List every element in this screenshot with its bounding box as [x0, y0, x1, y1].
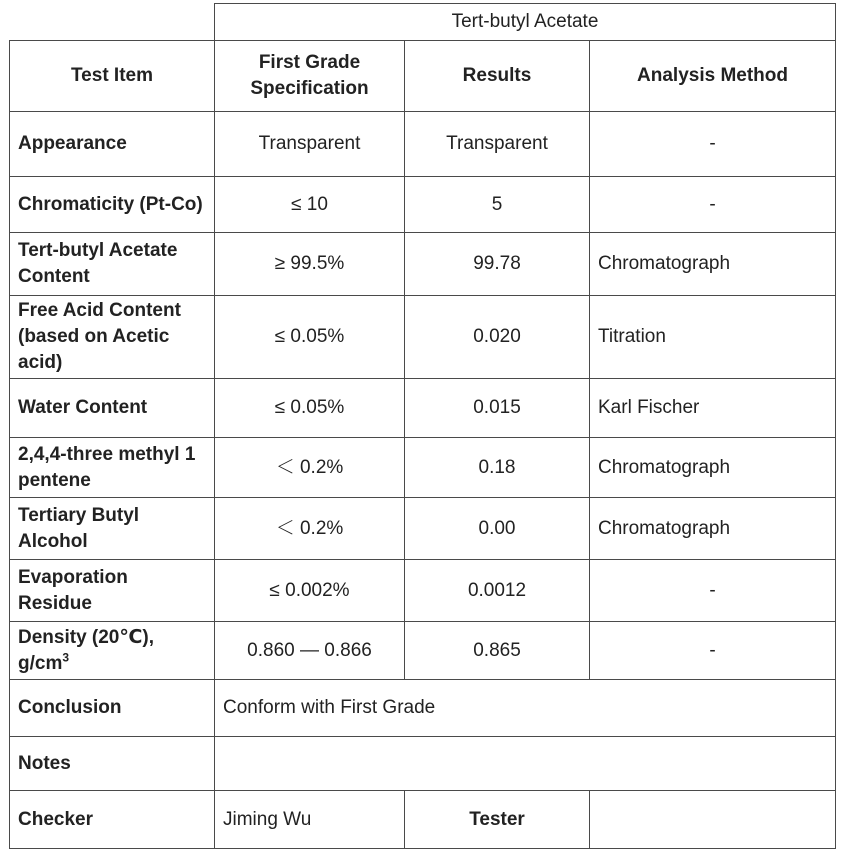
result-value: 0.865 — [405, 622, 590, 680]
spec-value: ≤ 0.05% — [215, 296, 405, 379]
test-report-table — [9, 3, 836, 849]
header-method: Analysis Method — [590, 41, 836, 112]
test-item: Appearance — [10, 112, 215, 177]
method-value: - — [590, 560, 836, 622]
spec-value: ＜ 0.2% — [215, 438, 405, 498]
method-value: Chromatograph — [590, 438, 836, 498]
notes-row — [10, 737, 836, 791]
blank-corner-cell — [10, 4, 215, 41]
result-value: 0.015 — [405, 379, 590, 438]
table-row — [10, 498, 836, 560]
test-item: Evaporation Residue — [10, 560, 215, 622]
table-row — [10, 560, 836, 622]
method-value: Karl Fischer — [590, 379, 836, 438]
product-name: Tert-butyl Acetate — [215, 4, 836, 41]
test-item: Water Content — [10, 379, 215, 438]
table-row — [10, 233, 836, 296]
checker-value: Jiming Wu — [215, 791, 405, 849]
test-item: Chromaticity (Pt-Co) — [10, 177, 215, 233]
spec-value: ＜ 0.2% — [215, 498, 405, 560]
header-results: Results — [405, 41, 590, 112]
spec-value: ≥ 99.5% — [215, 233, 405, 296]
test-item: Tertiary Butyl Alcohol — [10, 498, 215, 560]
spec-value: ≤ 0.002% — [215, 560, 405, 622]
spec-value: 0.860 — 0.866 — [215, 622, 405, 680]
header-test-item: Test Item — [10, 41, 215, 112]
conclusion-row — [10, 680, 836, 737]
table-row — [10, 622, 836, 680]
result-value: Transparent — [405, 112, 590, 177]
method-value: Chromatograph — [590, 498, 836, 560]
method-value: Chromatograph — [590, 233, 836, 296]
method-value: Titration — [590, 296, 836, 379]
tester-value — [590, 791, 836, 849]
tester-label: Tester — [405, 791, 590, 849]
result-value: 0.00 — [405, 498, 590, 560]
result-value: 5 — [405, 177, 590, 233]
notes-label: Notes — [10, 737, 215, 791]
result-value: 99.78 — [405, 233, 590, 296]
checker-label: Checker — [10, 791, 215, 849]
test-item: 2,4,4-three methyl 1 pentene — [10, 438, 215, 498]
result-value: 0.0012 — [405, 560, 590, 622]
test-item: Tert-butyl Acetate Content — [10, 233, 215, 296]
header-spec: First Grade Specification — [215, 41, 405, 112]
table-row — [10, 438, 836, 498]
conclusion-label: Conclusion — [10, 680, 215, 737]
density-label: Density (20℃), g/cm — [18, 626, 154, 674]
method-value: - — [590, 177, 836, 233]
table-row — [10, 379, 836, 438]
signature-row — [10, 791, 836, 849]
spec-value: ≤ 10 — [215, 177, 405, 233]
table-row — [10, 112, 836, 177]
notes-value — [215, 737, 836, 791]
result-value: 0.18 — [405, 438, 590, 498]
unit-exponent: 3 — [62, 650, 70, 665]
spec-value: Transparent — [215, 112, 405, 177]
test-item: Free Acid Content (based on Acetic acid) — [10, 296, 215, 379]
spec-value: ≤ 0.05% — [215, 379, 405, 438]
method-value: - — [590, 112, 836, 177]
header-row — [10, 41, 836, 112]
test-item — [10, 622, 215, 680]
product-row — [10, 4, 836, 41]
method-value: - — [590, 622, 836, 680]
table-row — [10, 296, 836, 379]
table-row — [10, 177, 836, 233]
result-value: 0.020 — [405, 296, 590, 379]
conclusion-value: Conform with First Grade — [215, 680, 836, 737]
